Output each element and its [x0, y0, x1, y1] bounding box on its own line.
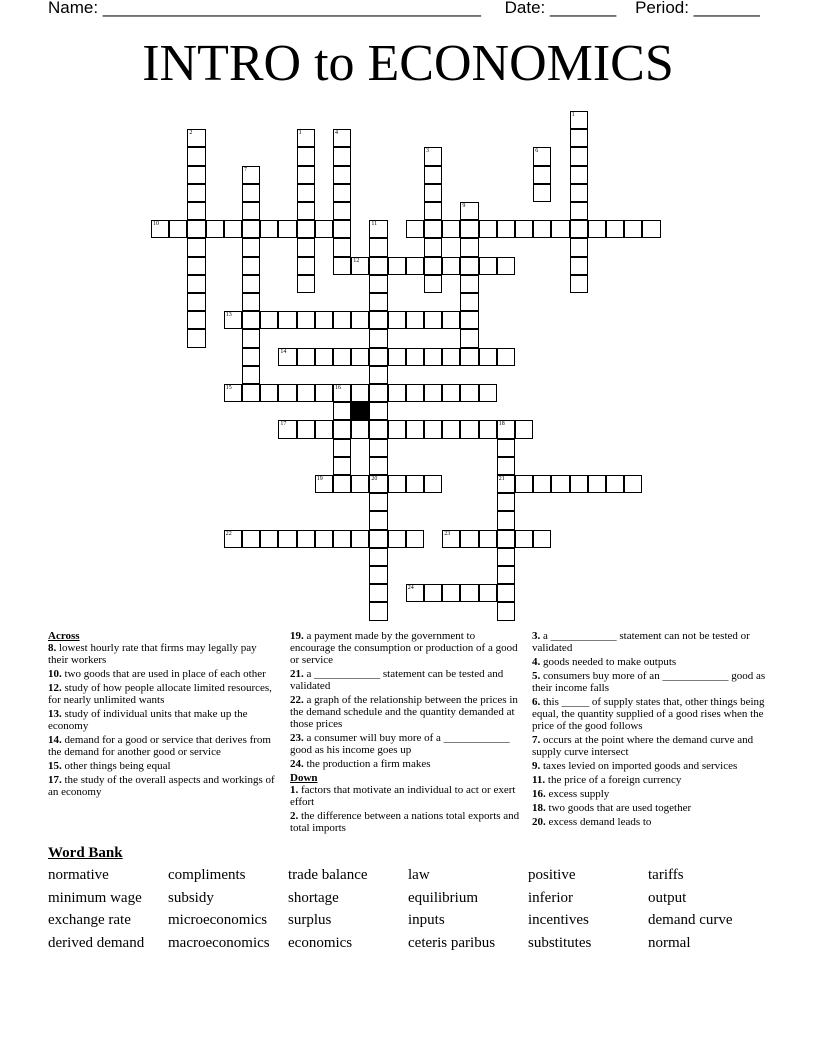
grid-cell[interactable] — [533, 220, 551, 238]
grid-cell[interactable] — [369, 293, 387, 311]
page-title: INTRO to ECONOMICS — [142, 35, 674, 92]
word-bank-item: macroeconomics — [168, 935, 270, 952]
grid-cell[interactable] — [297, 184, 315, 202]
grid-cell[interactable] — [333, 311, 351, 329]
word-bank-title: Word Bank — [48, 845, 123, 861]
grid-cell[interactable] — [369, 402, 387, 420]
name-label: Name: — [48, 0, 99, 17]
grid-cell[interactable] — [442, 220, 460, 238]
grid-cell[interactable] — [497, 566, 515, 584]
clue-across-10: 10. two goods that are used in place of each other — [48, 668, 266, 680]
grid-cell[interactable] — [515, 530, 533, 548]
word-bank-item: tariffs — [648, 867, 684, 883]
grid-cell[interactable] — [333, 475, 351, 493]
grid-cell[interactable] — [460, 293, 478, 311]
grid-cell[interactable] — [315, 311, 333, 329]
grid-cell[interactable] — [351, 348, 369, 366]
grid-cell[interactable] — [424, 275, 442, 293]
clue-down-1: 1. factors that motivate an individual to act or exert effort — [290, 784, 516, 808]
grid-cell[interactable] — [297, 220, 315, 238]
grid-cell[interactable] — [297, 384, 315, 402]
grid-cell[interactable] — [424, 220, 442, 238]
grid-cell[interactable] — [260, 311, 278, 329]
word-bank-item: shortage — [288, 889, 339, 906]
down-heading: Down — [290, 772, 318, 784]
clue-number: 19 — [316, 476, 323, 482]
grid-cell[interactable] — [369, 329, 387, 347]
clue-number: 22 — [225, 530, 232, 537]
word-bank-item: microeconomics — [168, 912, 268, 929]
word-bank-item: minimum wage — [48, 889, 142, 906]
clue-number: 16 — [335, 385, 341, 391]
grid-cell[interactable] — [369, 384, 387, 402]
grid-cell[interactable] — [406, 348, 424, 366]
grid-cell[interactable] — [570, 238, 588, 256]
clue-down-11: 11. the price of a foreign currency — [532, 774, 682, 786]
grid-cell[interactable] — [369, 584, 387, 602]
grid-cell[interactable] — [388, 384, 406, 402]
grid-cell[interactable] — [297, 257, 315, 275]
grid-cell[interactable] — [424, 257, 442, 275]
grid-cell[interactable] — [351, 420, 369, 438]
clue-across-8: 8. lowest hourly rate that firms may legally pay their workers — [48, 642, 257, 666]
word-bank-item: economics — [288, 935, 353, 952]
grid-cell[interactable] — [242, 220, 260, 238]
grid-cell[interactable] — [424, 202, 442, 220]
grid-cell[interactable] — [333, 530, 351, 548]
grid-cell[interactable] — [406, 530, 424, 548]
grid-cell[interactable] — [497, 220, 515, 238]
clue-down-6: 6. this _____ of supply states that, other things being equal, the quantity supplied of a good rises when the price of the good follows — [532, 696, 765, 732]
grid-cell[interactable] — [442, 311, 460, 329]
grid-cell[interactable] — [424, 238, 442, 256]
grid-cell[interactable] — [424, 311, 442, 329]
grid-cell[interactable] — [369, 420, 387, 438]
grid-cell[interactable] — [333, 439, 351, 457]
grid-cell[interactable] — [297, 238, 315, 256]
grid-cell[interactable] — [442, 584, 460, 602]
clue-down-5: 5. consumers buy more of an ____________ good as their income falls — [532, 670, 766, 694]
grid-cell[interactable] — [570, 166, 588, 184]
grid-cell[interactable] — [369, 566, 387, 584]
grid-cell[interactable] — [642, 220, 660, 238]
grid-cell[interactable] — [460, 238, 478, 256]
grid-cell[interactable] — [515, 220, 533, 238]
clue-number: 1 — [571, 112, 575, 118]
clue-number: 20 — [371, 476, 378, 482]
grid-cell[interactable] — [533, 475, 551, 493]
clue-number: 7 — [244, 166, 247, 173]
clue-down-4: 4. goods needed to make outputs — [532, 656, 677, 668]
clue-across-12: 12. study of how people allocate limited resources, for nearly unlimited wants — [48, 682, 272, 706]
grid-cell[interactable] — [187, 220, 205, 238]
grid-cell[interactable] — [242, 329, 260, 347]
clue-across-14: 14. demand for a good or service that derives from the demand for another good or service — [48, 734, 271, 758]
word-bank-item: ceteris paribus — [408, 935, 496, 952]
grid-cell[interactable] — [606, 475, 624, 493]
clue-down-7: 7. occurs at the point where the demand curve and supply curve intersect — [532, 734, 754, 758]
grid-cell[interactable] — [297, 530, 315, 548]
grid-cell[interactable] — [333, 220, 351, 238]
grid-cell[interactable] — [515, 475, 533, 493]
word-bank-item: inferior — [528, 889, 573, 906]
grid-cell[interactable] — [442, 530, 460, 548]
grid-cell[interactable] — [333, 348, 351, 366]
grid-cell[interactable] — [333, 166, 351, 184]
grid-cell[interactable] — [333, 129, 351, 147]
grid-cell[interactable] — [460, 202, 478, 220]
grid-cell[interactable] — [242, 184, 260, 202]
grid-cell[interactable] — [497, 420, 515, 438]
grid-cell[interactable] — [369, 511, 387, 529]
word-bank-item: derived demand — [48, 935, 145, 952]
grid-cell[interactable] — [278, 311, 296, 329]
grid-cell[interactable] — [351, 530, 369, 548]
grid-cell[interactable] — [570, 275, 588, 293]
grid-cell[interactable] — [187, 202, 205, 220]
grid-cell[interactable] — [588, 475, 606, 493]
grid-cell[interactable] — [460, 257, 478, 275]
grid-cell[interactable] — [406, 584, 424, 602]
word-bank-item: equilibrium — [408, 889, 478, 906]
clue-number: 12 — [353, 257, 360, 264]
clue-number: 14 — [280, 348, 287, 355]
grid-cell[interactable] — [369, 311, 387, 329]
grid-cell[interactable] — [479, 530, 497, 548]
clue-down-3: 3. a ____________ statement can not be tested or validated — [532, 630, 750, 654]
clue-number: 4 — [335, 130, 338, 137]
grid-cell[interactable] — [242, 530, 260, 548]
grid-cell[interactable] — [333, 147, 351, 165]
grid-cell[interactable] — [406, 384, 424, 402]
clue-number: 21 — [498, 476, 505, 482]
clue-number: 23 — [444, 530, 451, 537]
grid-cell[interactable] — [242, 293, 260, 311]
clue-number: 18 — [498, 421, 505, 428]
grid-cell[interactable] — [369, 475, 387, 493]
grid-cell[interactable] — [187, 293, 205, 311]
grid-cell[interactable] — [424, 348, 442, 366]
grid-cell[interactable] — [497, 439, 515, 457]
grid-cell[interactable] — [533, 166, 551, 184]
grid-cell[interactable] — [333, 184, 351, 202]
grid-cell[interactable] — [624, 220, 642, 238]
grid-cell[interactable] — [479, 257, 497, 275]
clue-number: 11 — [371, 221, 378, 228]
grid-cell[interactable] — [169, 220, 187, 238]
clue-number: 10 — [153, 221, 159, 228]
grid-cell[interactable] — [369, 493, 387, 511]
grid-cell[interactable] — [388, 420, 406, 438]
clue-down-9: 9. taxes levied on imported goods and services — [532, 760, 738, 772]
grid-cell[interactable] — [479, 348, 497, 366]
grid-cell[interactable] — [388, 348, 406, 366]
grid-cell[interactable] — [460, 311, 478, 329]
grid-cell[interactable] — [570, 147, 588, 165]
grid-cell[interactable] — [224, 220, 242, 238]
clue-across-19: 19. a payment made by the government to encourage the consumption or production of a good or service — [290, 630, 518, 666]
grid-cell[interactable] — [570, 184, 588, 202]
grid-cell[interactable] — [442, 257, 460, 275]
grid-cell[interactable] — [333, 457, 351, 475]
grid-cell[interactable] — [242, 257, 260, 275]
grid-cell[interactable] — [570, 257, 588, 275]
grid-cell[interactable] — [297, 420, 315, 438]
grid-cell[interactable] — [369, 275, 387, 293]
grid-cell[interactable] — [388, 530, 406, 548]
grid-cell[interactable] — [187, 311, 205, 329]
period-blank[interactable]: _______ — [693, 0, 760, 17]
name-blank[interactable]: ________________________________________ — [102, 0, 481, 17]
grid-cell[interactable] — [260, 530, 278, 548]
grid-cell[interactable] — [406, 220, 424, 238]
grid-cell[interactable] — [497, 457, 515, 475]
grid-cell[interactable] — [297, 166, 315, 184]
clue-number: 1 — [298, 130, 302, 137]
grid-cell[interactable] — [315, 530, 333, 548]
clue-across-24: 24. the production a firm makes — [290, 758, 431, 770]
grid-cell[interactable] — [369, 530, 387, 548]
grid-cell[interactable] — [242, 366, 260, 384]
word-bank-item: trade balance — [288, 867, 368, 883]
grid-cell[interactable] — [497, 511, 515, 529]
word-bank-item: substitutes — [528, 935, 592, 952]
grid-cell[interactable] — [497, 530, 515, 548]
grid-cell[interactable] — [570, 129, 588, 147]
grid-cell[interactable] — [242, 166, 260, 184]
grid-cell[interactable] — [497, 348, 515, 366]
date-blank[interactable]: _______ — [550, 0, 617, 17]
grid-cell[interactable] — [424, 420, 442, 438]
grid-cell[interactable] — [278, 384, 296, 402]
grid-cell[interactable] — [315, 475, 333, 493]
grid-cell[interactable] — [406, 475, 424, 493]
grid-cell[interactable] — [460, 530, 478, 548]
word-bank-item: compliments — [168, 867, 246, 883]
grid-cell[interactable] — [351, 384, 369, 402]
grid-cell[interactable] — [424, 166, 442, 184]
grid-cell[interactable] — [570, 475, 588, 493]
grid-cell[interactable] — [260, 384, 278, 402]
word-bank-item: subsidy — [168, 889, 214, 906]
grid-cell[interactable] — [442, 384, 460, 402]
word-bank-item: demand curve — [648, 912, 733, 929]
grid-cell[interactable] — [424, 475, 442, 493]
clue-number: 9 — [462, 203, 466, 209]
grid-cell[interactable] — [369, 348, 387, 366]
grid-cell[interactable] — [369, 366, 387, 384]
grid-cell[interactable] — [333, 402, 351, 420]
grid-cell[interactable] — [333, 238, 351, 256]
grid-cell[interactable] — [479, 420, 497, 438]
grid-cell[interactable] — [278, 220, 296, 238]
grid-cell[interactable] — [369, 257, 387, 275]
grid-cell[interactable] — [551, 475, 569, 493]
word-bank-item: normative — [48, 867, 109, 883]
word-bank-item: law — [408, 867, 430, 883]
grid-cell[interactable] — [369, 238, 387, 256]
grid-cell[interactable] — [351, 475, 369, 493]
grid-cell[interactable] — [369, 457, 387, 475]
grid-cell[interactable] — [278, 348, 296, 366]
grid-cell[interactable] — [479, 384, 497, 402]
grid-cell[interactable] — [479, 220, 497, 238]
clue-number: 24 — [407, 585, 414, 592]
clue-across-13: 13. study of individual units that make up the economy — [48, 708, 248, 732]
grid-cell[interactable] — [406, 420, 424, 438]
grid-cell[interactable] — [369, 548, 387, 566]
grid-cell[interactable] — [460, 348, 478, 366]
grid-cell[interactable] — [242, 384, 260, 402]
grid-cell[interactable] — [333, 420, 351, 438]
grid-cell[interactable] — [297, 348, 315, 366]
grid-cell[interactable] — [497, 548, 515, 566]
clue-down-2: 2. the difference between a nations total exports and total imports — [290, 810, 520, 834]
grid-cell[interactable] — [624, 475, 642, 493]
period-label: Period: — [635, 0, 689, 17]
grid-cell[interactable] — [187, 257, 205, 275]
grid-cell[interactable] — [206, 220, 224, 238]
clue-number: 17 — [280, 421, 287, 428]
grid-cell[interactable] — [442, 348, 460, 366]
clue-number: 13 — [225, 312, 232, 319]
grid-cell[interactable] — [460, 329, 478, 347]
grid-cell[interactable] — [606, 220, 624, 238]
grid-cell[interactable] — [497, 493, 515, 511]
grid-cell[interactable] — [406, 257, 424, 275]
grid-cell[interactable] — [351, 311, 369, 329]
grid-cell[interactable] — [297, 311, 315, 329]
clues-col2 — [290, 630, 522, 836]
grid-cell[interactable] — [369, 602, 387, 620]
grid-cell[interactable] — [242, 238, 260, 256]
grid-cell[interactable] — [497, 475, 515, 493]
word-bank-item: output — [648, 889, 687, 906]
grid-cell[interactable] — [424, 147, 442, 165]
grid-cell[interactable] — [460, 220, 478, 238]
grid-cell[interactable] — [570, 111, 588, 129]
clue-across-23: 23. a consumer will buy more of a ____________ good as his income goes up — [290, 732, 510, 756]
grid-cell[interactable] — [533, 184, 551, 202]
grid-cell[interactable] — [242, 275, 260, 293]
grid-cell[interactable] — [497, 584, 515, 602]
black-square — [351, 402, 369, 420]
grid-cell[interactable] — [315, 420, 333, 438]
grid-cell[interactable] — [297, 129, 315, 147]
grid-cell[interactable] — [442, 420, 460, 438]
clue-down-16: 16. excess supply — [532, 788, 610, 800]
grid-cell[interactable] — [570, 220, 588, 238]
clue-number: 15 — [225, 385, 232, 391]
grid-cell[interactable] — [369, 439, 387, 457]
grid-cell[interactable] — [424, 184, 442, 202]
clue-down-18: 18. two goods that are used together — [532, 802, 692, 814]
word-bank-item: normal — [648, 935, 691, 952]
grid-cell[interactable] — [351, 257, 369, 275]
grid-cell[interactable] — [297, 202, 315, 220]
grid-cell[interactable] — [460, 275, 478, 293]
grid-cell[interactable] — [424, 584, 442, 602]
word-bank-item: inputs — [408, 912, 445, 929]
across-clues-col1 — [48, 630, 278, 800]
grid-cell[interactable] — [333, 257, 351, 275]
grid-cell[interactable] — [533, 147, 551, 165]
down-clues-col3 — [532, 630, 768, 830]
grid-cell[interactable] — [333, 202, 351, 220]
grid-cell[interactable] — [187, 329, 205, 347]
grid-cell[interactable] — [388, 311, 406, 329]
grid-cell[interactable] — [588, 220, 606, 238]
clue-across-15: 15. other things being equal — [48, 760, 171, 772]
grid-cell[interactable] — [297, 147, 315, 165]
grid-cell[interactable] — [278, 420, 296, 438]
grid-cell[interactable] — [515, 420, 533, 438]
clue-across-17: 17. the study of the overall aspects and workings of an economy — [48, 774, 275, 798]
grid-cell[interactable] — [187, 147, 205, 165]
grid-cell[interactable] — [315, 384, 333, 402]
word-bank-item: positive — [528, 867, 576, 883]
grid-cell[interactable] — [551, 220, 569, 238]
grid-cell[interactable] — [187, 129, 205, 147]
grid-cell[interactable] — [187, 184, 205, 202]
across-heading: Across — [48, 630, 80, 642]
grid-cell[interactable] — [297, 275, 315, 293]
grid-cell[interactable] — [460, 384, 478, 402]
grid-cell[interactable] — [315, 220, 333, 238]
clue-number: 3 — [426, 148, 429, 155]
grid-cell[interactable] — [497, 602, 515, 620]
grid-cell[interactable] — [224, 311, 242, 329]
grid-cell[interactable] — [242, 311, 260, 329]
grid-cell[interactable] — [224, 530, 242, 548]
grid-cell[interactable] — [460, 420, 478, 438]
word-bank-item: exchange rate — [48, 912, 131, 929]
grid-cell[interactable] — [151, 220, 169, 238]
grid-cell[interactable] — [260, 220, 278, 238]
clue-across-22: 22. a graph of the relationship between the prices in the demand schedule and the quantity demanded at those prices — [290, 694, 518, 730]
grid-cell[interactable] — [315, 348, 333, 366]
grid-cell[interactable] — [369, 220, 387, 238]
grid-cell[interactable] — [479, 584, 497, 602]
grid-cell[interactable] — [242, 202, 260, 220]
grid-cell[interactable] — [388, 475, 406, 493]
grid-cell[interactable] — [406, 311, 424, 329]
date-label: Date: — [504, 0, 546, 17]
word-bank-item: surplus — [288, 912, 332, 929]
clue-down-20: 20. excess demand leads to — [532, 816, 652, 828]
grid-cell[interactable] — [187, 166, 205, 184]
grid-cell[interactable] — [187, 275, 205, 293]
grid-cell[interactable] — [424, 384, 442, 402]
grid-cell[interactable] — [460, 584, 478, 602]
clue-number: 2 — [189, 130, 193, 137]
grid-cell[interactable] — [333, 384, 351, 402]
grid-cell[interactable] — [533, 530, 551, 548]
grid-cell[interactable] — [224, 384, 242, 402]
clue-number: 6 — [535, 148, 539, 155]
word-bank-item: incentives — [528, 912, 589, 929]
grid-cell[interactable] — [278, 530, 296, 548]
word-bank — [48, 867, 768, 958]
grid-cell[interactable] — [497, 257, 515, 275]
grid-cell[interactable] — [570, 202, 588, 220]
grid-cell[interactable] — [242, 348, 260, 366]
grid-cell[interactable] — [388, 257, 406, 275]
clue-across-21: 21. a ____________ statement can be tested and validated — [290, 668, 504, 692]
grid-cell[interactable] — [187, 238, 205, 256]
